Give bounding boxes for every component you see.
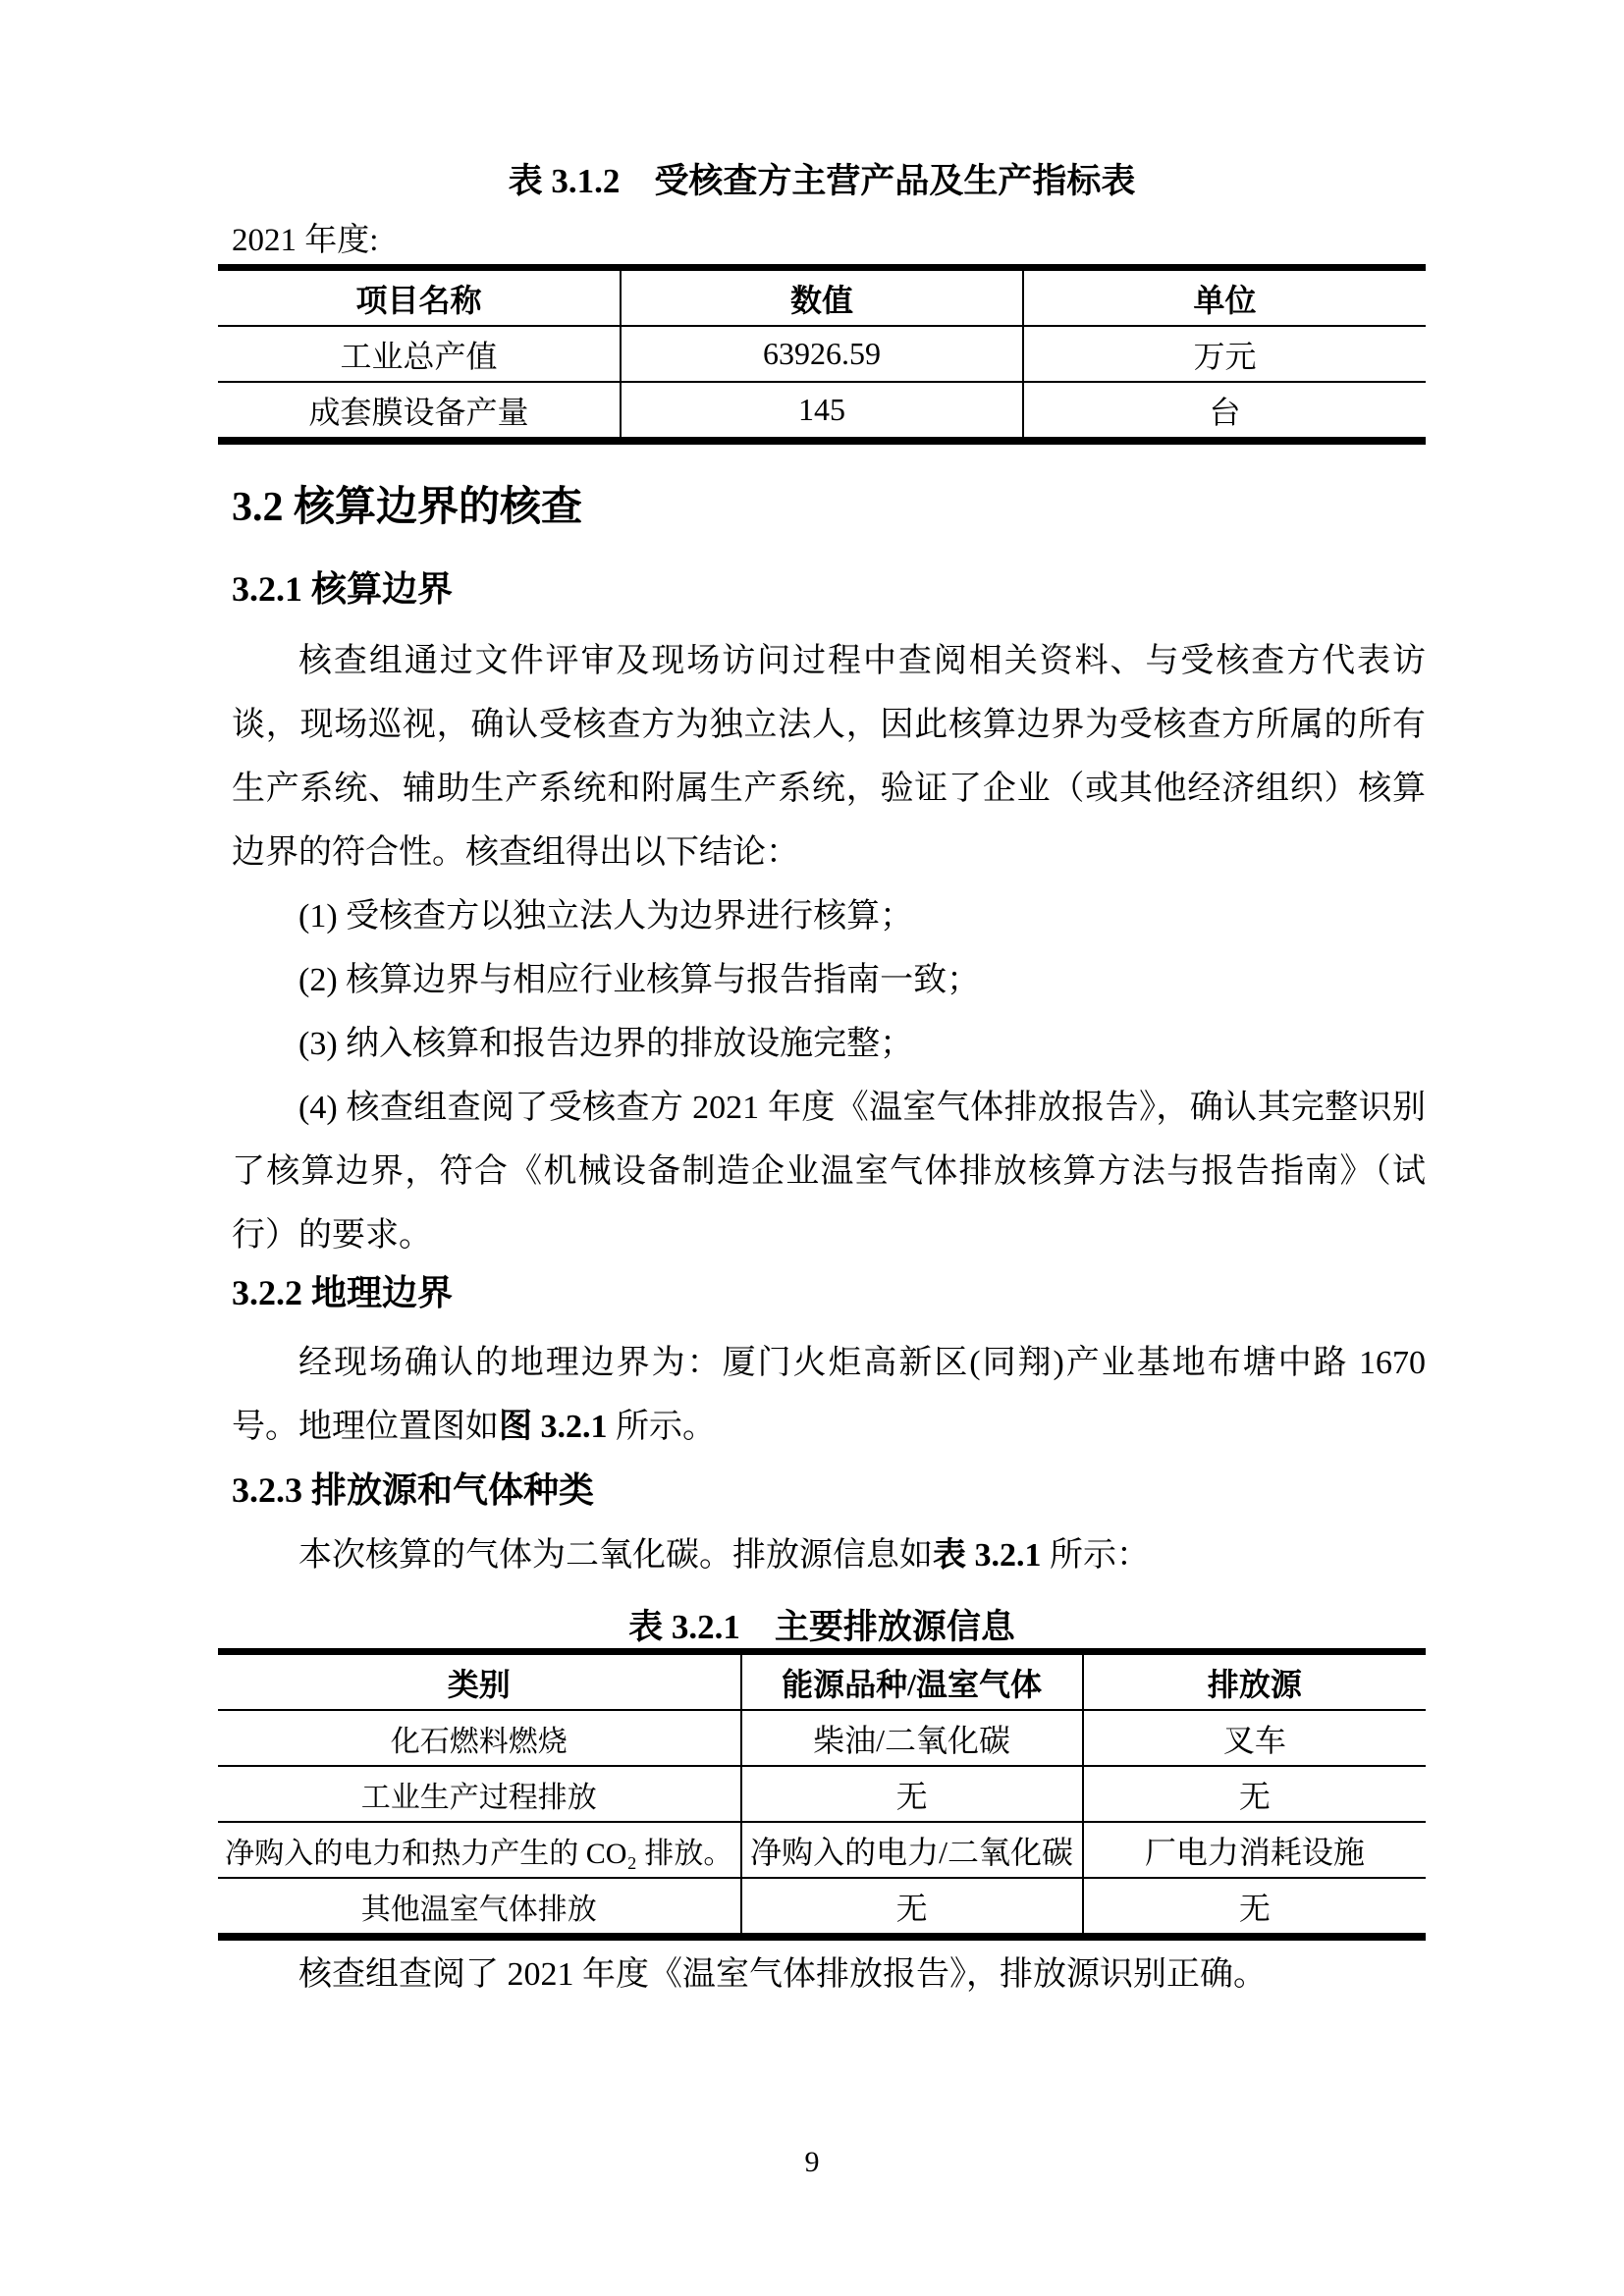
col-header-category: 类别 bbox=[218, 1652, 741, 1711]
section-3-2-3-paragraph bbox=[232, 1523, 1426, 1587]
col-header-unit: 单位 bbox=[1023, 268, 1426, 327]
list-item-4: (4) 核查组查阅了受核查方 2021 年度《温室气体排放报告》，确认其完整识别了核算边界，符合《机械设备制造企业温室气体排放核算方法与报告指南》（试行）的要求。 bbox=[232, 1090, 1426, 1254]
cell-energy-gas: 柴油/二氧化碳 bbox=[741, 1710, 1083, 1766]
paragraph-text: 所示。 bbox=[607, 1409, 716, 1445]
table-row bbox=[218, 1878, 1426, 1937]
paragraph: 核查组通过文件评审及现场访问过程中查阅相关资料、与受核查方代表访谈，现场巡视，确认受核查方为独立法人，因此核算边界为受核查方所属的所有生产系统、辅助生产系统和附属生产系统，验证了企业（或其他经济组织）核算边界的符合性。核查组得出以下结论： bbox=[232, 643, 1426, 871]
table-row bbox=[218, 382, 1426, 441]
cell-item-name: 工业总产值 bbox=[218, 326, 621, 382]
section-3-2-3-heading: 3.2.3 排放源和气体种类 bbox=[232, 1470, 595, 1510]
list-item-3: (3) 纳入核算和报告边界的排放设施完整； bbox=[298, 1026, 914, 1062]
table-3-1-2-caption: 表 3.1.2 受核查方主营产品及生产指标表 bbox=[508, 162, 1136, 200]
table-row bbox=[218, 1766, 1426, 1822]
paragraph-text: 本次核算的气体为二氧化碳。排放源信息如 bbox=[298, 1537, 933, 1574]
col-header-source: 排放源 bbox=[1083, 1652, 1426, 1711]
section-3-2-2-heading: 3.2.2 地理边界 bbox=[232, 1273, 454, 1312]
list-item-2: (2) 核算边界与相应行业核算与报告指南一致； bbox=[298, 962, 981, 998]
cell-category: 其他温室气体排放 bbox=[218, 1878, 741, 1937]
cell-category: 净购入的电力和热力产生的 CO₂ 排放。 bbox=[218, 1822, 741, 1878]
cell-value: 63926.59 bbox=[621, 326, 1023, 382]
cell-value: 145 bbox=[621, 382, 1023, 441]
cell-item-name: 成套膜设备产量 bbox=[218, 382, 621, 441]
cell-category: 化石燃料燃烧 bbox=[218, 1710, 741, 1766]
page-number: 9 bbox=[804, 2146, 820, 2178]
cell-energy-gas: 无 bbox=[741, 1878, 1083, 1937]
table-3-2-1-caption: 表 3.2.1 主要排放源信息 bbox=[628, 1608, 1015, 1646]
cell-source: 无 bbox=[1083, 1766, 1426, 1822]
page-content bbox=[218, 0, 1426, 2006]
paragraph-text: 经现场确认的地理边界为：厦门火炬高新区(同翔)产业基地布塘中路 1670 号。地理位置图如 bbox=[232, 1345, 1426, 1445]
year-label: 2021 年度: bbox=[232, 223, 379, 258]
col-header-value: 数值 bbox=[621, 268, 1023, 327]
cell-unit: 台 bbox=[1209, 394, 1241, 430]
emission-sources-table bbox=[218, 1648, 1426, 1941]
table-header-row bbox=[218, 1652, 1426, 1711]
table-row bbox=[218, 1822, 1426, 1878]
col-header-energy-gas: 能源品种/温室气体 bbox=[741, 1652, 1083, 1711]
products-indicators-table bbox=[218, 264, 1426, 445]
list-item-1: (1) 受核查方以独立法人为边界进行核算； bbox=[298, 898, 914, 934]
table-row bbox=[218, 1710, 1426, 1766]
cell-energy-gas: 无 bbox=[741, 1766, 1083, 1822]
closing-paragraph: 核查组查阅了 2021 年度《温室气体排放报告》，排放源识别正确。 bbox=[298, 1956, 1267, 1993]
table-row bbox=[218, 326, 1426, 382]
cell-source: 叉车 bbox=[1083, 1710, 1426, 1766]
cell-unit: 万元 bbox=[1023, 326, 1426, 382]
section-3-2-1-body bbox=[232, 629, 1426, 1267]
cell-source: 无 bbox=[1238, 1890, 1271, 1926]
cell-source: 厂电力消耗设施 bbox=[1083, 1822, 1426, 1878]
section-3-2-2-paragraph bbox=[232, 1331, 1426, 1459]
paragraph-text: 所示： bbox=[1041, 1537, 1150, 1574]
col-header-item-name: 项目名称 bbox=[218, 268, 621, 327]
section-3-2-1-heading: 3.2.1 核算边界 bbox=[232, 569, 454, 609]
cell-category: 工业生产过程排放 bbox=[218, 1766, 741, 1822]
cell-energy-gas: 净购入的电力/二氧化碳 bbox=[741, 1822, 1083, 1878]
figure-reference: 图 3.2.1 bbox=[499, 1409, 608, 1445]
table-reference: 表 3.2.1 bbox=[933, 1537, 1042, 1574]
section-3-2-heading: 3.2 核算边界的核查 bbox=[232, 485, 583, 530]
table-header-row bbox=[218, 268, 1426, 327]
